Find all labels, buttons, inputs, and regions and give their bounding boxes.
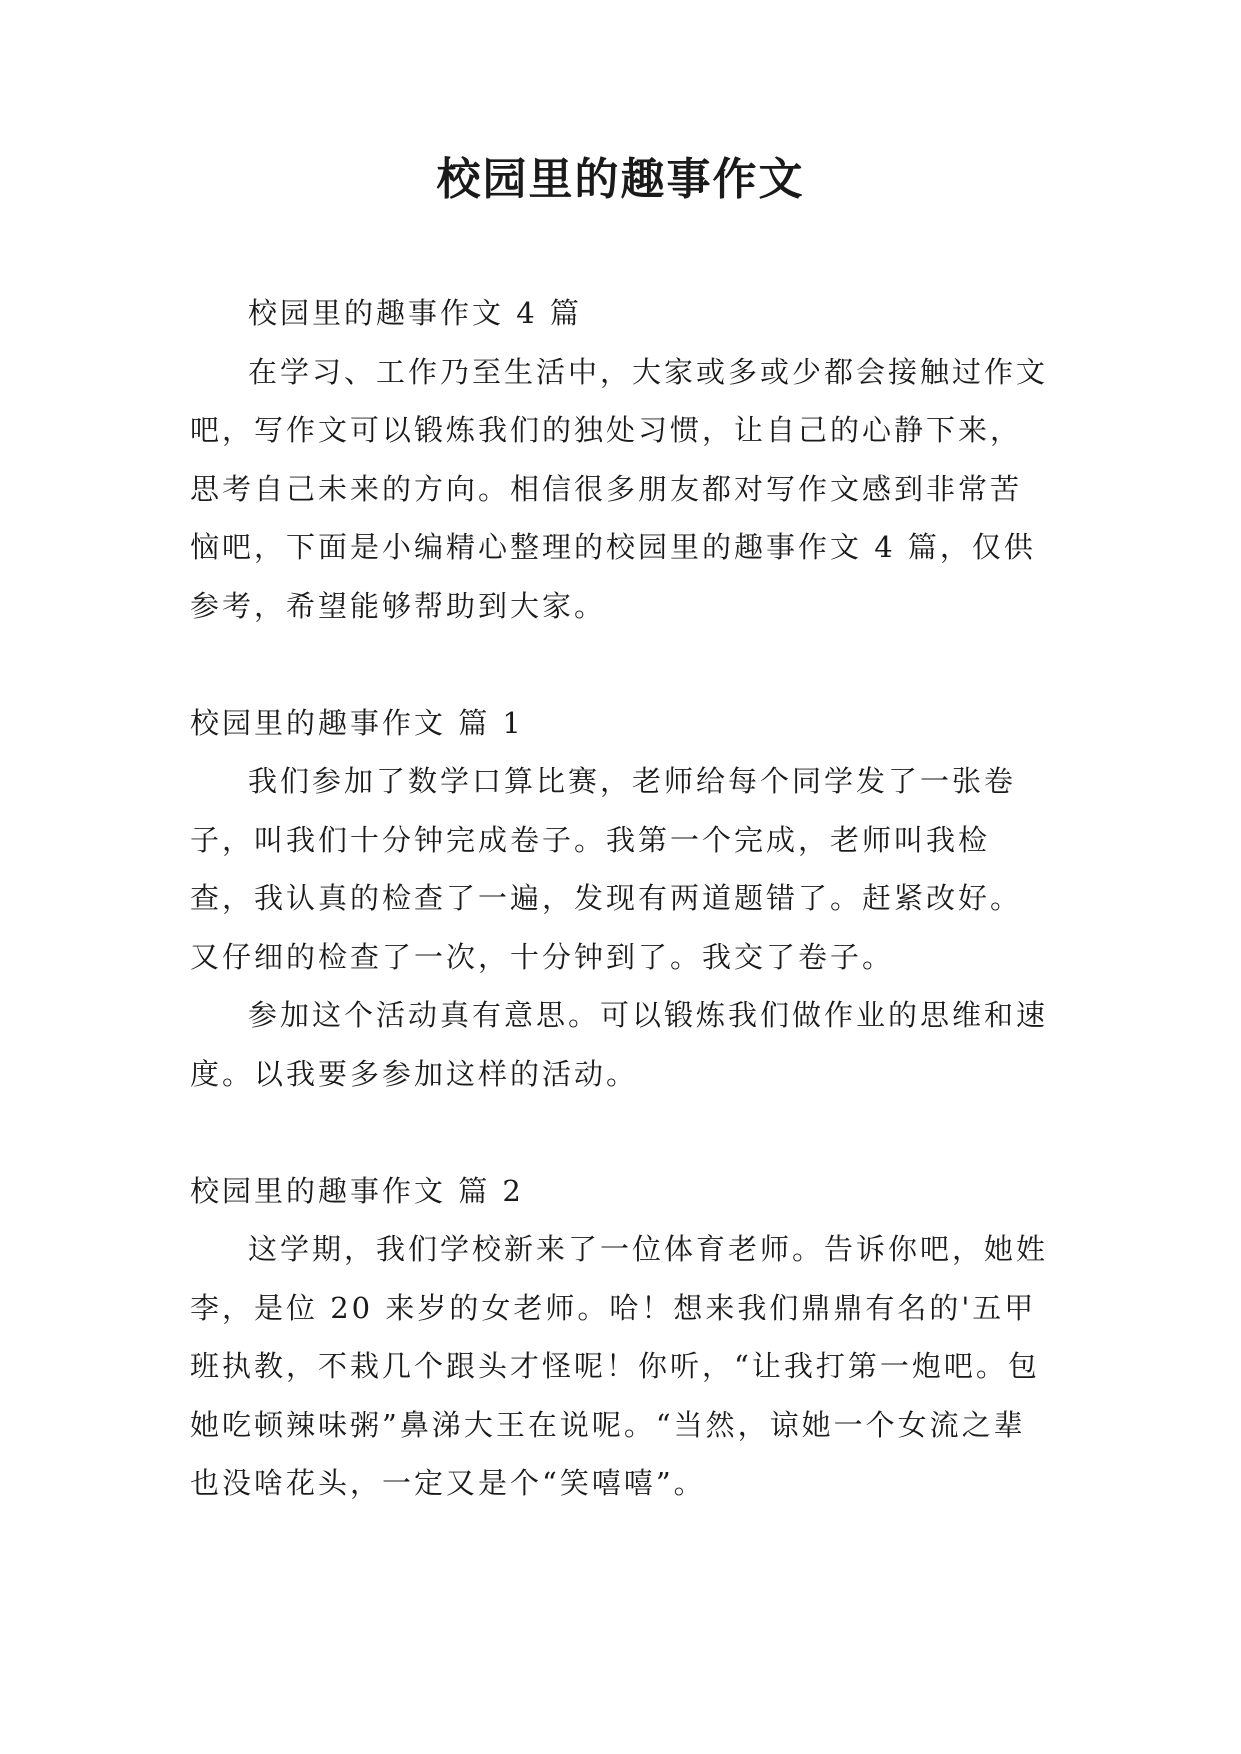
section-1-paragraph-1: 我们参加了数学口算比赛，老师给每个同学发了一张卷子，叫我们十分钟完成卷子。我第一个完成，老师叫我检查，我认真的检查了一遍，发现有两道题错了。赶紧改好。又仔细的检查了一次，十分钟到了。我交了卷子。 <box>190 764 1023 974</box>
section-2-paragraph-1: 这学期，我们学校新来了一位体育老师。告诉你吧，她姓李，是位 20 来岁的女老师。哈！想来我们鼎鼎有名的'五甲班执教，不栽几个跟头才怪呢！你听，“让我打第一炮吧。包她吃顿辣味粥”鼻涕大王在说呢。“当然，谅她一个女流之辈也没啥花头，一定又是个“笑嘻嘻”。 <box>190 1232 1049 1500</box>
document-body <box>190 284 1050 1513</box>
document-title: 校园里的趣事作文 <box>436 154 805 205</box>
intro-paragraph: 在学习、工作乃至生活中，大家或多或少都会接触过作文吧，写作文可以锻炼我们的独处习惯，让自己的心静下来，思考自己未来的方向。相信很多朋友都对写作文感到非常苦恼吧，下面是小编精心整理的校园里的趣事作文 4 篇，仅供参考，希望能够帮助到大家。 <box>190 354 1049 623</box>
section-spacer <box>190 635 1050 694</box>
section-spacer <box>190 1103 1050 1162</box>
intro-heading: 校园里的趣事作文 4 篇 <box>248 296 582 330</box>
section-2-heading: 校园里的趣事作文 篇 2 <box>190 1173 524 1208</box>
section-1-paragraph-2: 参加这个活动真有意思。可以锻炼我们做作业的思维和速度。以我要多参加这样的活动。 <box>190 998 1049 1091</box>
section-1-heading: 校园里的趣事作文 篇 1 <box>190 705 524 740</box>
